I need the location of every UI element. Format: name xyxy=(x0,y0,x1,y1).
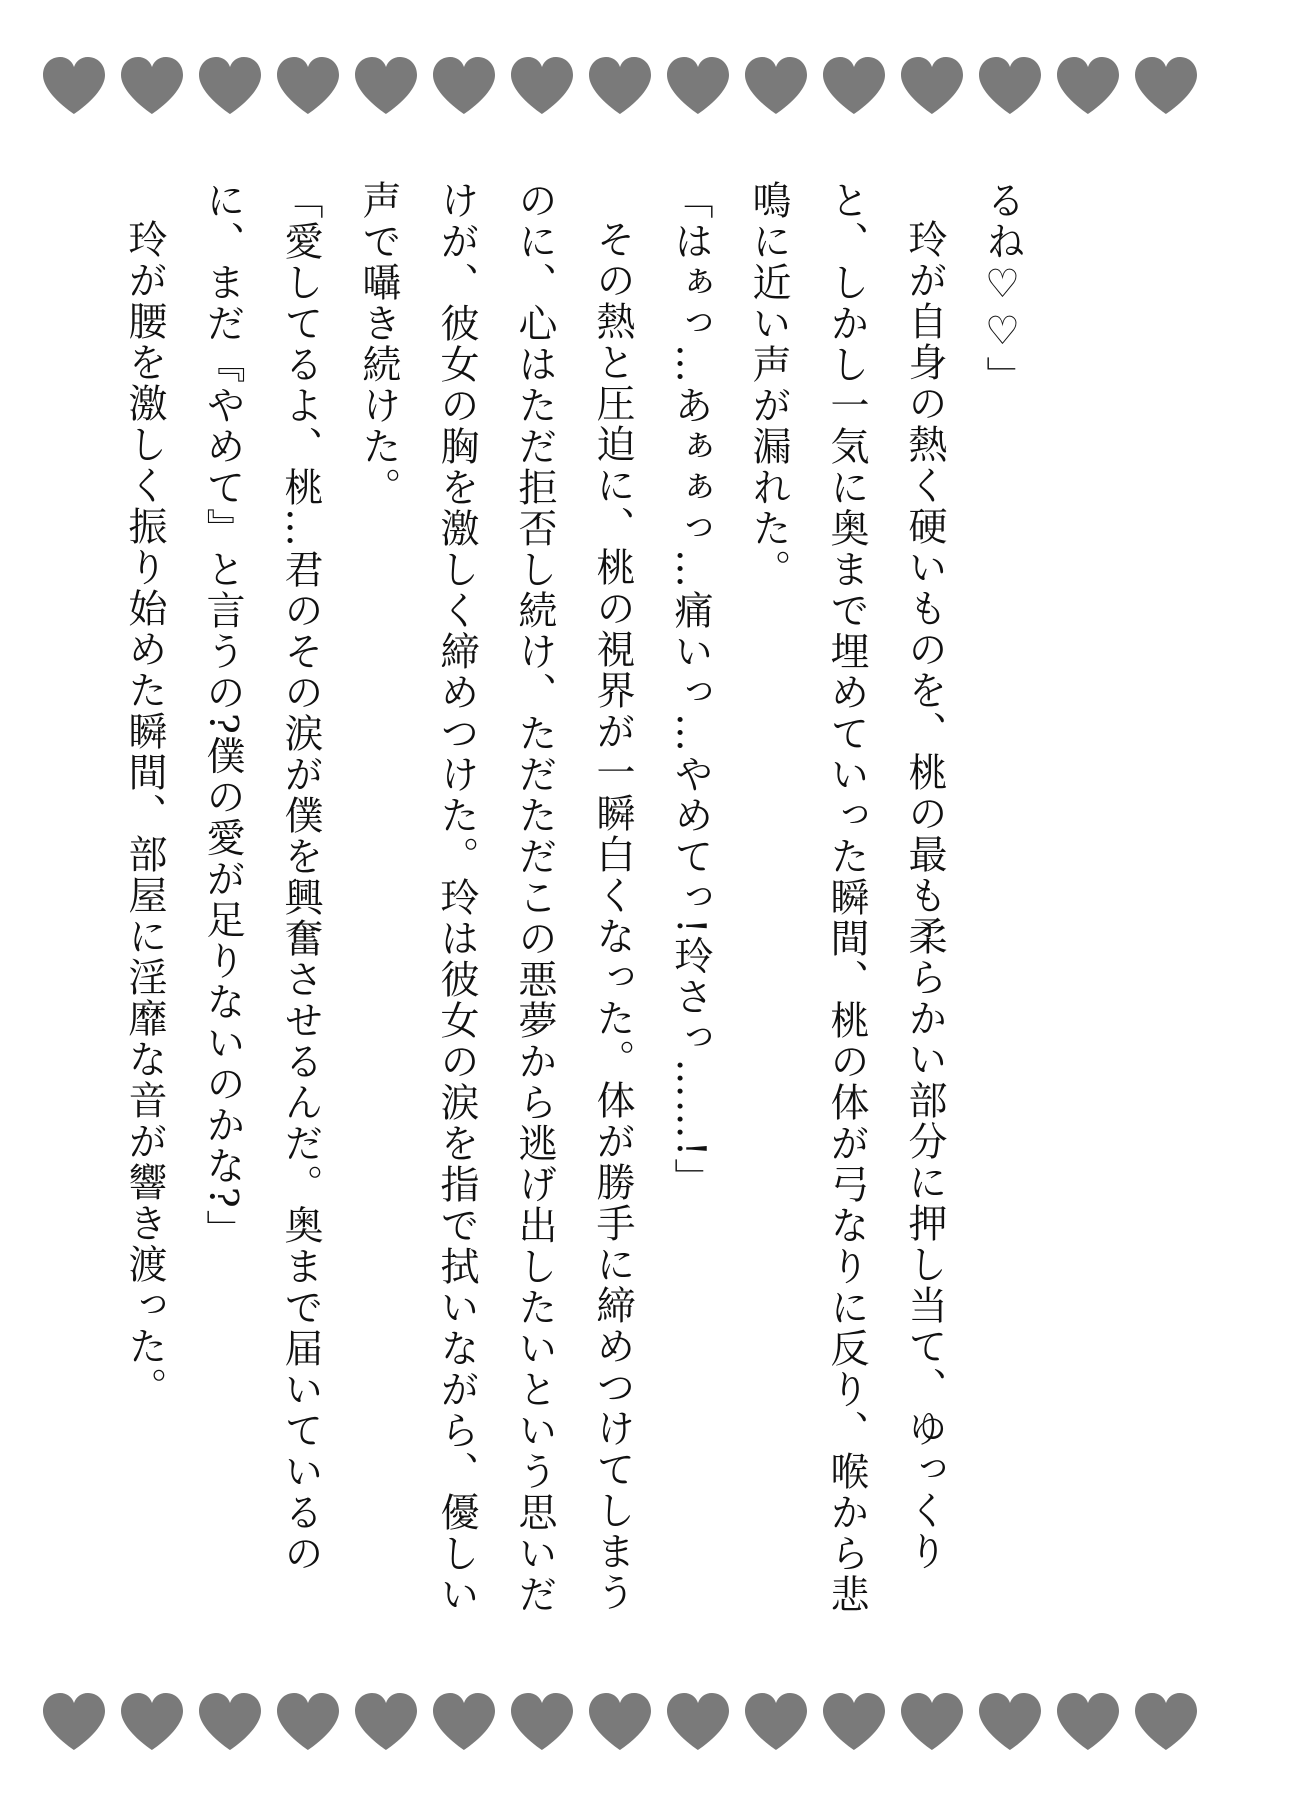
heart-icon xyxy=(1055,1692,1121,1752)
bottom-heart-border xyxy=(0,1688,1311,1758)
paragraph-1: るね♡♡」 xyxy=(980,180,1025,397)
heart-icon xyxy=(743,1692,809,1752)
heart-icon xyxy=(821,1692,887,1752)
heart-icon xyxy=(431,56,497,116)
heart-icon xyxy=(977,56,1043,116)
heart-icon xyxy=(431,1692,497,1752)
heart-icon xyxy=(899,56,965,116)
paragraph-3: 「はぁっ…あぁぁっ…痛いっ…やめてっ!玲さっ……!」 xyxy=(668,180,713,1200)
vertical-text-body xyxy=(105,180,1041,1620)
heart-icon xyxy=(275,1692,341,1752)
heart-icon xyxy=(197,56,263,116)
paragraph-5: 「愛してるよ、桃…君のその涙が僕を興奮させるんだ。奥まで届いているのに、まだ『やめて』と言うの?僕の愛が足りないのかな?」 xyxy=(200,180,323,1574)
heart-icon xyxy=(899,1692,965,1752)
heart-icon xyxy=(977,1692,1043,1752)
heart-icon xyxy=(119,56,185,116)
heart-icon xyxy=(1055,56,1121,116)
heart-icon xyxy=(1133,1692,1199,1752)
heart-icon xyxy=(665,1692,731,1752)
heart-icon xyxy=(587,1692,653,1752)
heart-icon xyxy=(275,56,341,116)
heart-icon xyxy=(119,1692,185,1752)
heart-icon xyxy=(743,56,809,116)
heart-icon xyxy=(509,56,575,116)
paragraph-2: 玲が自身の熱く硬いものを、桃の最も柔らかい部分に押し当て、ゆっくりと、しかし一気に奥まで埋めていった瞬間、桃の体が弓なりに反り、喉から悲鳴に近い声が漏れた。 xyxy=(746,180,947,1615)
heart-icon xyxy=(41,56,107,116)
heart-icon xyxy=(821,56,887,116)
heart-icon xyxy=(509,1692,575,1752)
top-heart-border xyxy=(0,52,1311,122)
heart-icon xyxy=(353,1692,419,1752)
heart-icon xyxy=(665,56,731,116)
heart-icon xyxy=(353,56,419,116)
heart-icon xyxy=(587,56,653,116)
heart-icon xyxy=(197,1692,263,1752)
paragraph-6: 玲が腰を激しく振り始めた瞬間、部屋に淫靡な音が響き渡った。 xyxy=(122,219,167,1408)
heart-icon xyxy=(41,1692,107,1752)
paragraph-4: その熱と圧迫に、桃の視界が一瞬白くなった。体が勝手に締めつけてしまうのに、心はただ拒否し続け、ただただこの悪夢から逃げ出したいという思いだけが、彼女の胸を激しく締めつけた。玲は彼女の涙を指で拭いながら、優しい声で囁き続けた。 xyxy=(356,180,635,1615)
heart-icon xyxy=(1133,56,1199,116)
